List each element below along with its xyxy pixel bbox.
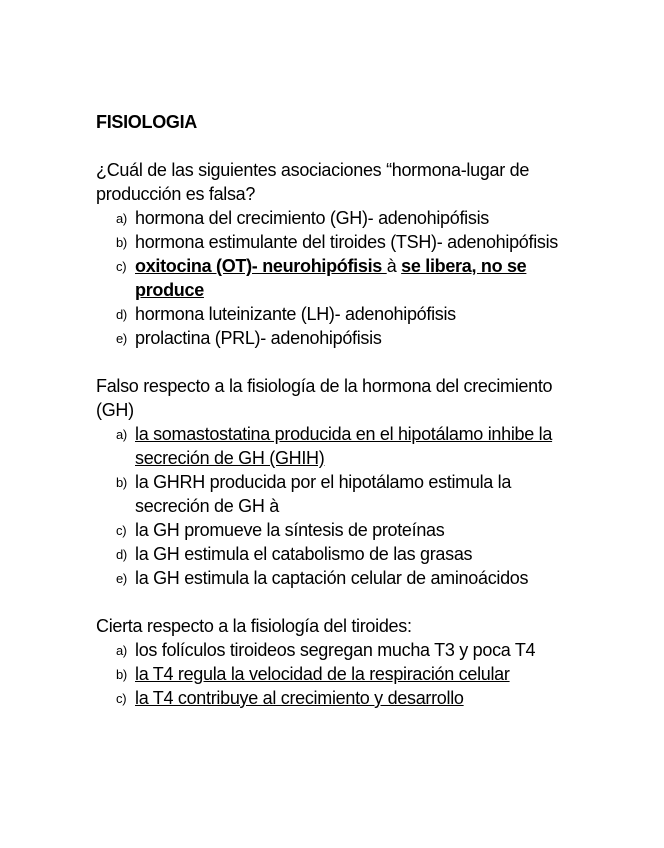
option-b xyxy=(96,470,576,518)
option-text: los folículos tiroideos segregan mucha T3 y poca T4 xyxy=(135,640,536,660)
option-text: la GH estimula la captación celular de aminoácidos xyxy=(135,568,529,588)
option-list xyxy=(96,638,576,710)
option-c xyxy=(96,254,576,302)
option-text-answer: la T4 regula la velocidad de la respiración celular xyxy=(135,664,510,684)
option-text: prolactina (PRL)- adenohipófisis xyxy=(135,328,382,348)
option-list xyxy=(96,206,576,350)
option-e xyxy=(96,326,576,350)
option-text-answer: la somastostatina producida en el hipotálamo inhibe la secreción de GH (GHIH) xyxy=(135,424,553,468)
option-marker: b) xyxy=(116,667,127,682)
option-b xyxy=(96,230,576,254)
option-text: la GH promueve la síntesis de proteínas xyxy=(135,520,445,540)
option-a xyxy=(96,638,576,662)
option-marker: d) xyxy=(116,307,127,322)
option-marker: e) xyxy=(116,331,127,346)
question-stem: Cierta respecto a la fisiología del tiroides: xyxy=(96,616,412,636)
option-b xyxy=(96,662,576,686)
document-title: FISIOLOGIA xyxy=(96,112,198,132)
question-3 xyxy=(96,614,576,710)
option-marker: c) xyxy=(116,259,127,274)
option-text: hormona del crecimiento (GH)- adenohipófisis xyxy=(135,208,489,228)
option-c xyxy=(96,518,576,542)
option-e xyxy=(96,566,576,590)
option-a xyxy=(96,206,576,230)
option-marker: b) xyxy=(116,235,127,250)
option-marker: a) xyxy=(116,427,127,442)
option-marker: b) xyxy=(116,475,127,490)
option-text: la GHRH producida por el hipotálamo estimula la secreción de GH à xyxy=(135,472,512,516)
option-a xyxy=(96,422,576,470)
option-marker: e) xyxy=(116,571,127,586)
option-marker: d) xyxy=(116,547,127,562)
option-text-answer: oxitocina (OT)- neurohipófisis xyxy=(135,256,387,276)
option-d xyxy=(96,542,576,566)
question-1 xyxy=(96,158,576,350)
option-marker: a) xyxy=(116,643,127,658)
option-text-explanation: se libera, no se produce xyxy=(135,256,527,300)
option-list xyxy=(96,422,576,590)
document-page xyxy=(96,110,576,734)
option-text: hormona estimulante del tiroides (TSH)- adenohipófisis xyxy=(135,232,559,252)
option-d xyxy=(96,302,576,326)
option-text: la GH estimula el catabolismo de las grasas xyxy=(135,544,473,564)
option-marker: c) xyxy=(116,691,127,706)
question-2 xyxy=(96,374,576,590)
question-stem: Falso respecto a la fisiología de la hormona del crecimiento (GH) xyxy=(96,376,553,420)
option-text-answer: la T4 contribuye al crecimiento y desarrollo xyxy=(135,688,464,708)
option-marker: c) xyxy=(116,523,127,538)
option-marker: a) xyxy=(116,211,127,226)
question-stem: ¿Cuál de las siguientes asociaciones “hormona-lugar de producción es falsa? xyxy=(96,160,530,204)
option-text: hormona luteinizante (LH)- adenohipófisis xyxy=(135,304,456,324)
option-c xyxy=(96,686,576,710)
arrow-symbol: à xyxy=(386,256,397,276)
